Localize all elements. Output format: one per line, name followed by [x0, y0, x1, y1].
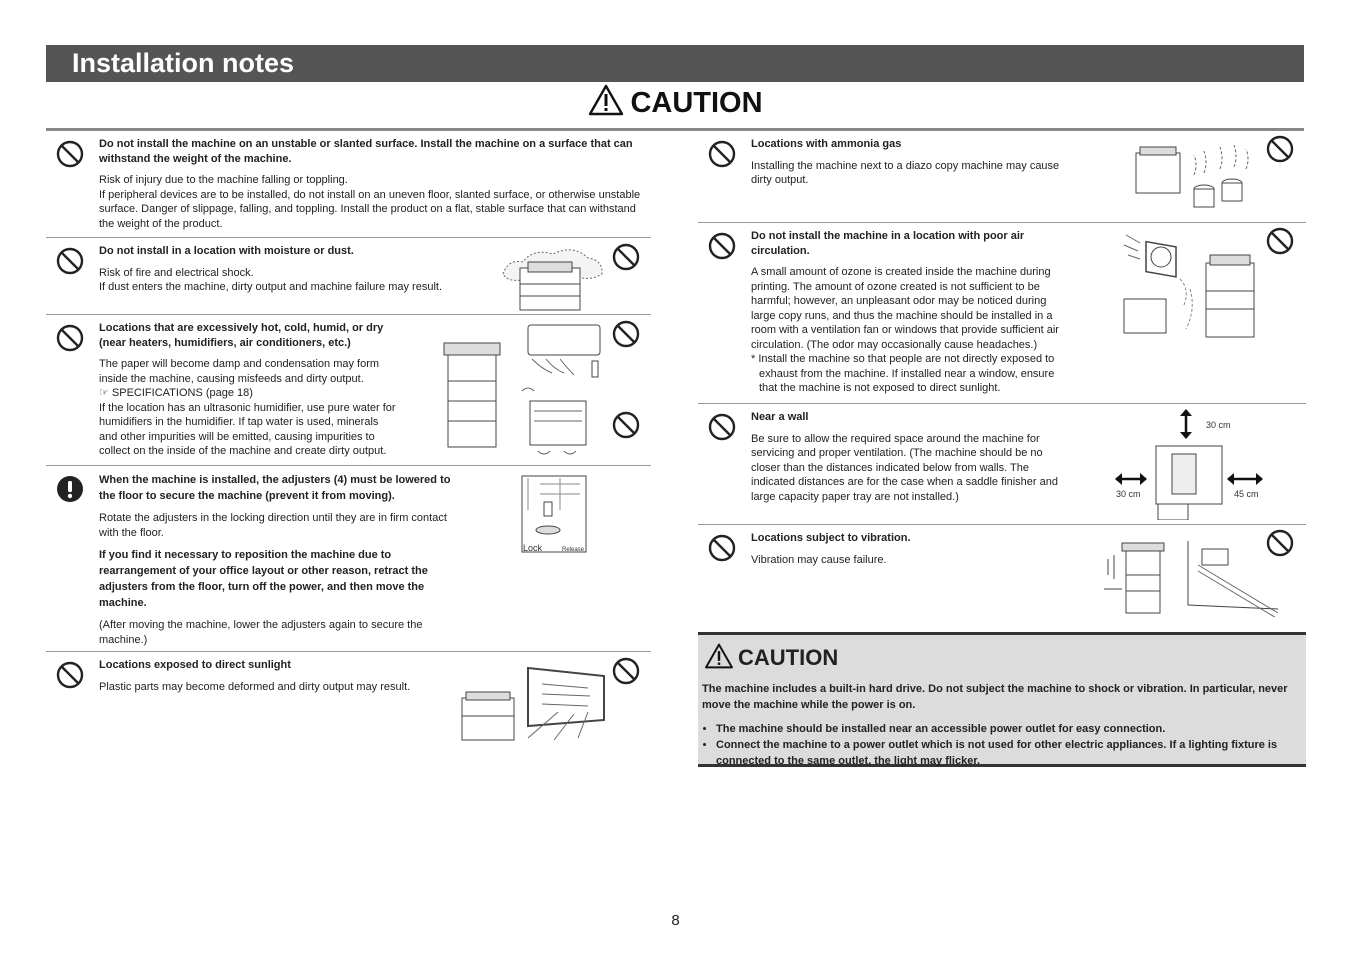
caution-box-text: The machine includes a built-in hard drive. Do not subject the machine to shock or vibration. In particular, never move the machine while the power is on. [702, 683, 1288, 711]
climate-illustration [442, 321, 612, 463]
prohibited-icon [708, 413, 736, 441]
prohibited-icon [612, 657, 640, 685]
dimension-right: 45 cm [1234, 489, 1259, 499]
section-text: Rotate the adjusters in the locking direction until they are in firm contact with the floor. [99, 512, 447, 539]
section-sunlight [46, 652, 651, 742]
section-text [99, 266, 499, 295]
section-title: When the machine is installed, the adjusters (4) must be lowered to the floor to secure the machine (prevent it from moving). [99, 474, 451, 502]
section-air-circulation [698, 223, 1306, 404]
right-column [698, 131, 1306, 620]
section-hot-cold-humid [46, 315, 651, 466]
caution-heading-text: CAUTION [630, 87, 763, 119]
section-near-wall [698, 404, 1306, 525]
prohibited-icon [56, 324, 84, 352]
caution-bullet: • Connect the machine to a power outlet which is not used for other electric appliances. If a lighting fixture is connected to the same outlet, the light may flicker. [716, 737, 1302, 769]
section-text: A small amount of ozone is created inside the machine during printing. The amount of ozone created is not sufficient to be harmful; however, an unpleasant odor may be noticed during large copy runs, and thus the machine should be installed in a room with a ventilation fan or windows that provide sufficient air circulation. (The odor may occasionally cause headaches.) [751, 266, 1059, 351]
section-title: Locations with ammonia gas [751, 138, 902, 150]
prohibited-icon [708, 534, 736, 562]
release-label: Release [562, 547, 585, 553]
section-ammonia [698, 131, 1306, 223]
section-text: Be sure to allow the required space around the machine for servicing and proper ventilation. (The machine should be no closer than the distances indicated below from walls. The indicated distances are for the case when a saddle finisher and large capacity paper tray are not installed.) [751, 432, 1058, 503]
ventilation-illustration [1120, 229, 1266, 343]
prohibited-icon [56, 661, 84, 689]
section-title: Locations that are excessively hot, cold, humid, or dry (near heaters, humidifiers, air conditioners, etc.) [99, 322, 384, 349]
section-title: Locations subject to vibration. [751, 532, 911, 544]
section-text: Plastic parts may become deformed and dirty output may result. [99, 680, 411, 693]
prohibited-icon [612, 411, 640, 439]
ammonia-illustration [1134, 139, 1260, 211]
prohibited-icon [708, 232, 736, 260]
prohibited-icon [56, 140, 84, 168]
warning-triangle-icon [588, 84, 624, 116]
section-text: (After moving the machine, lower the adjusters again to secure the machine.) [99, 619, 423, 646]
section-vibration [698, 525, 1306, 620]
adjuster-illustration [520, 474, 590, 554]
section-title: Locations exposed to direct sunlight [99, 659, 291, 671]
text-line: Risk of fire and electrical shock. [99, 266, 254, 279]
section-text: Installing the machine next to a diazo copy machine may cause dirty output. [751, 159, 1060, 186]
section-unstable-surface [46, 131, 651, 238]
page-title: Installation notes [72, 48, 295, 78]
caution-bullet: • The machine should be installed near an accessible power outlet for easy connection. [716, 721, 1302, 737]
reposition-note: If you find it necessary to reposition the machine due to rearrangement of your office layout or other reason, retract the adjusters from the floor, turn off the power, and then move the machine. [99, 549, 428, 609]
section-title: Do not install the machine in a location with poor air circulation. [751, 230, 1025, 257]
text-line: If the location has an ultrasonic humidifier, use pure water for humidifiers in the humidifier. If tap water is used, minerals and other impurities will be emitted, causing impurities to collect on the inside of the machine and create dirty output. [99, 401, 396, 457]
prohibited-icon [1266, 529, 1294, 557]
prohibited-icon [708, 140, 736, 168]
hard-drive-caution-box [698, 632, 1306, 767]
footnote: * Install the machine so that people are not directly exposed to exhaust from the machine. If installed near a window, ensure that the machine is not exposed to direct sunlight. [751, 353, 1055, 394]
caution-heading [0, 84, 1351, 120]
section-title: Near a wall [751, 411, 809, 423]
section-text [99, 357, 399, 459]
page-number: 8 [671, 912, 680, 929]
text-line: If peripheral devices are to be installed, do not install on an uneven floor, slanted surface, or otherwise unstable surface. Danger of slippage, falling, and toppling. Install the product on a flat, stable surface that can withstand the weight of the product. [99, 188, 641, 230]
left-column [46, 131, 651, 742]
prohibited-icon [612, 320, 640, 348]
dusty-machine-illustration [498, 244, 608, 312]
warning-triangle-icon [704, 643, 734, 669]
header-bar [46, 45, 1304, 82]
clearance-diagram [1112, 408, 1272, 520]
section-adjusters [46, 466, 651, 652]
text-line: If dust enters the machine, dirty output and machine failure may result. [99, 281, 443, 293]
caution-box-title [704, 643, 1306, 671]
section-title: Do not install in a location with moisture or dust. [99, 245, 354, 257]
mandatory-icon [56, 475, 84, 503]
section-moisture-dust [46, 238, 651, 315]
lock-label: Lock [523, 543, 543, 553]
section-title: Do not install the machine on an unstable or slanted surface. Install the machine on a surface that can withstand the weight of the machine. [99, 138, 633, 165]
section-text: Vibration may cause failure. [751, 553, 887, 566]
caution-box-title-text: CAUTION [738, 645, 839, 670]
text-line: Risk of injury due to the machine falling or toppling. [99, 174, 348, 186]
vibration-illustration [1102, 535, 1282, 617]
section-text [99, 173, 651, 231]
text-line: The paper will become damp and condensation may form inside the machine, causing misfeeds and dirty output. [99, 358, 380, 385]
sunlight-illustration [458, 664, 608, 742]
prohibited-icon [56, 247, 84, 275]
caution-bullet-list [698, 721, 1302, 769]
prohibited-icon [612, 243, 640, 271]
prohibited-icon [1266, 227, 1294, 255]
specifications-reference: ☞ SPECIFICATIONS (page 18) [99, 387, 253, 399]
dimension-top: 30 cm [1206, 420, 1231, 430]
dimension-left: 30 cm [1116, 489, 1141, 499]
prohibited-icon [1266, 135, 1294, 163]
